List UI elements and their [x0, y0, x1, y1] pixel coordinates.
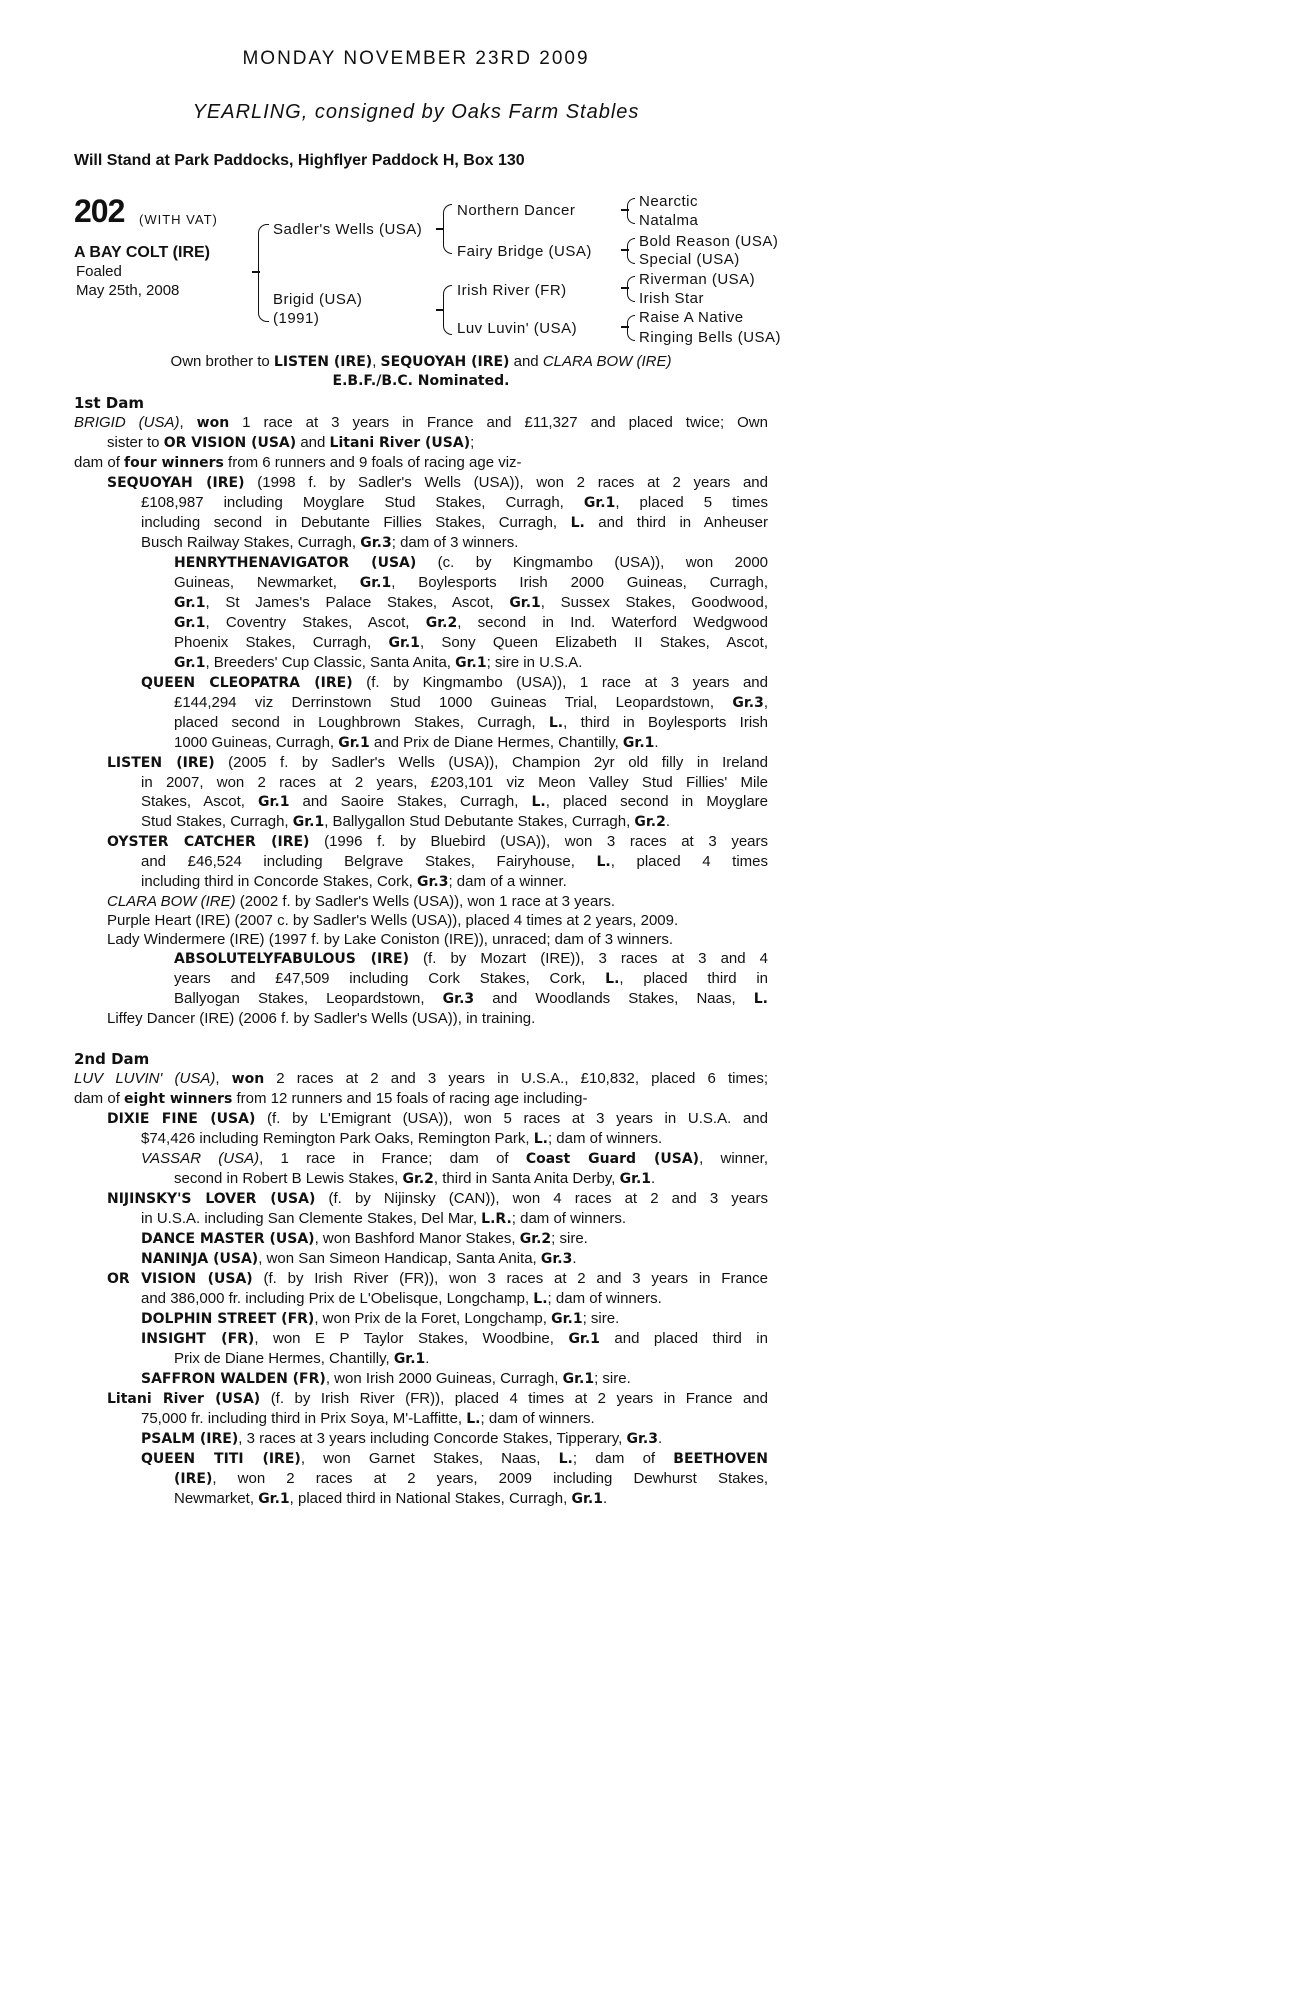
produce-line: Lady Windermere (IRE) (1997 f. by Lake Coniston (IRE)), unraced; dam of 3 winners.: [107, 931, 674, 948]
sire-brace: [443, 204, 452, 254]
produce-line: NIJINSKY'S LOVER (USA) (f. by Nijinsky (CAN)), won 4 races at 2 and 3 years: [107, 1190, 768, 1207]
great-grandparent: Ringing Bells (USA): [639, 329, 782, 346]
foaled-label: Foaled: [76, 263, 122, 280]
g3-brace-tip-2: [621, 249, 629, 251]
produce-line: Purple Heart (IRE) (2007 c. by Sadler's Wells (USA)), placed 4 times at 2 years, 2009.: [107, 912, 679, 929]
produce-line: 1000 Guineas, Curragh, Gr.1 and Prix de Diane Hermes, Chantilly, Gr.1.: [174, 734, 659, 751]
second-dam-heading: 2nd Dam: [74, 1050, 150, 1068]
g3-brace-tip-4: [621, 326, 629, 328]
produce-line: and 386,000 fr. including Prix de L'Obelisque, Longchamp, L.; dam of winners.: [141, 1290, 662, 1307]
produce-line: 75,000 fr. including third in Prix Soya, M'-Laffitte, L.; dam of winners.: [141, 1410, 595, 1427]
g3-brace-1: [627, 198, 635, 224]
produce-line: SAFFRON WALDEN (FR), won Irish 2000 Guineas, Curragh, Gr.1; sire.: [141, 1370, 631, 1387]
produce-line: OYSTER CATCHER (IRE) (1996 f. by Bluebird (USA)), won 3 races at 3 years: [107, 833, 769, 850]
produce-line: second in Robert B Lewis Stakes, Gr.2, third in Santa Anita Derby, Gr.1.: [174, 1170, 656, 1187]
dam-dam: Luv Luvin' (USA): [457, 320, 578, 337]
produce-line: OR VISION (USA) (f. by Irish River (FR)), won 3 races at 2 and 3 years in France: [107, 1270, 768, 1287]
produce-line: including third in Concorde Stakes, Cork, Gr.3; dam of a winner.: [141, 873, 567, 890]
g3-brace-tip-3: [621, 287, 629, 289]
dam-line: BRIGID (USA), won 1 race at 3 years in France and £11,327 and placed twice; Own: [74, 414, 768, 431]
produce-line: PSALM (IRE), 3 races at 3 years including Concorde Stakes, Tipperary, Gr.3.: [141, 1430, 663, 1447]
g3-brace-3: [627, 276, 635, 302]
vat-note: (WITH VAT): [139, 212, 218, 227]
g3-brace-2: [627, 238, 635, 264]
first-dam-heading: 1st Dam: [74, 394, 144, 412]
produce-line: and £46,524 including Belgrave Stakes, Fairyhouse, L., placed 4 times: [141, 853, 768, 870]
lot-name: A BAY COLT (IRE): [74, 244, 211, 261]
produce-line: $74,426 including Remington Park Oaks, Remington Park, L.; dam of winners.: [141, 1130, 663, 1147]
produce-line: Ballyogan Stakes, Leopardstown, Gr.3 and Woodlands Stakes, Naas, L.: [174, 990, 768, 1007]
produce-line: £144,294 viz Derrinstown Stud 1000 Guineas Trial, Leopardstown, Gr.3,: [174, 694, 768, 711]
catalogue-page-body: [74, 352, 768, 1509]
produce-line: QUEEN TITI (IRE), won Garnet Stakes, Naas, L.; dam of BEETHOVEN: [141, 1450, 769, 1467]
produce-line: SEQUOYAH (IRE) (1998 f. by Sadler's Wells (USA)), won 2 races at 2 years and: [107, 474, 768, 491]
produce-line: Prix de Diane Hermes, Chantilly, Gr.1.: [174, 1350, 430, 1367]
produce-line: DANCE MASTER (USA), won Bashford Manor Stakes, Gr.2; sire.: [141, 1230, 588, 1247]
foaled-date: May 25th, 2008: [76, 282, 180, 299]
sire-sire: Northern Dancer: [457, 202, 576, 219]
produce-line: VASSAR (USA), 1 race in France; dam of Coast Guard (USA), winner,: [141, 1150, 769, 1167]
produce-line: £108,987 including Moyglare Stud Stakes, Curragh, Gr.1, placed 5 times: [141, 494, 768, 511]
produce-line: INSIGHT (FR), won E P Taylor Stakes, Woodbine, Gr.1 and placed third in: [141, 1330, 768, 1347]
great-grandparent: Raise A Native: [639, 309, 744, 326]
produce-line: QUEEN CLEOPATRA (IRE) (f. by Kingmambo (USA)), 1 race at 3 years and: [141, 674, 768, 691]
produce-line: including second in Debutante Fillies Stakes, Curragh, L. and third in Anheuser: [141, 514, 768, 531]
dam: Brigid (USA): [273, 291, 363, 308]
dam-brace-tip: [436, 309, 444, 311]
sire-brace-tip: [436, 228, 444, 230]
produce-line: Phoenix Stakes, Curragh, Gr.1, Sony Queen Elizabeth II Stakes, Ascot,: [174, 634, 768, 651]
produce-line: Stud Stakes, Curragh, Gr.1, Ballygallon Stud Debutante Stakes, Curragh, Gr.2.: [141, 813, 671, 830]
produce-line: CLARA BOW (IRE) (2002 f. by Sadler's Wells (USA)), won 1 race at 3 years.: [107, 893, 616, 910]
own-brother-line: Own brother to LISTEN (IRE), SEQUOYAH (IRE) and CLARA BOW (IRE): [170, 353, 672, 370]
dam-line: LUV LUVIN' (USA), won 2 races at 2 and 3 years in U.S.A., £10,832, placed 6 times;: [74, 1070, 768, 1087]
produce-line: in U.S.A. including San Clemente Stakes, Del Mar, L.R.; dam of winners.: [141, 1210, 626, 1227]
stand-location: Will Stand at Park Paddocks, Highflyer Paddock H, Box 130: [74, 152, 525, 169]
produce-line: HENRYTHENAVIGATOR (USA) (c. by Kingmambo (USA)), won 2000: [174, 554, 768, 571]
produce-line: years and £47,509 including Cork Stakes, Cork, L., placed third in: [174, 970, 768, 987]
great-grandparent: Bold Reason (USA): [639, 233, 779, 250]
produce-line: Gr.1, Coventry Stakes, Ascot, Gr.2, second in Ind. Waterford Wedgwood: [174, 614, 768, 631]
dam-line: dam of four winners from 6 runners and 9 foals of racing age viz-: [74, 454, 522, 471]
produce-line: LISTEN (IRE) (2005 f. by Sadler's Wells (USA)), Champion 2yr old filly in Ireland: [107, 754, 768, 771]
great-grandparent: Riverman (USA): [639, 271, 756, 288]
pedigree-brace: [258, 224, 269, 322]
produce-line: DOLPHIN STREET (FR), won Prix de la Foret, Longchamp, Gr.1; sire.: [141, 1310, 620, 1327]
dam-year: (1991): [273, 310, 320, 327]
sale-date: MONDAY NOVEMBER 23RD 2009: [242, 48, 590, 69]
produce-line: in 2007, won 2 races at 2 years, £203,101 viz Meon Valley Stud Fillies' Mile: [141, 774, 768, 791]
consignor-line: YEARLING, consigned by Oaks Farm Stables: [192, 101, 640, 123]
produce-line: NANINJA (USA), won San Simeon Handicap, Santa Anita, Gr.3.: [141, 1250, 577, 1267]
produce-line: Litani River (USA) (f. by Irish River (FR)), placed 4 times at 2 years in France and: [107, 1390, 768, 1407]
produce-line: Busch Railway Stakes, Curragh, Gr.3; dam of 3 winners.: [141, 534, 519, 551]
lot-number: 202: [74, 193, 125, 229]
produce-line: ABSOLUTELYFABULOUS (IRE) (f. by Mozart (IRE)), 3 races at 3 and 4: [174, 950, 768, 967]
produce-line: placed second in Loughbrown Stakes, Curragh, L., third in Boylesports Irish: [174, 714, 768, 731]
sire-dam: Fairy Bridge (USA): [457, 243, 592, 260]
produce-line: DIXIE FINE (USA) (f. by L'Emigrant (USA)), won 5 races at 3 years in U.S.A. and: [107, 1110, 768, 1127]
great-grandparent: Irish Star: [639, 290, 705, 307]
nomination-line: E.B.F./B.C. Nominated.: [332, 373, 510, 389]
produce-line: Gr.1, St James's Palace Stakes, Ascot, Gr.1, Sussex Stakes, Goodwood,: [174, 594, 768, 611]
produce-line: Gr.1, Breeders' Cup Classic, Santa Anita, Gr.1; sire in U.S.A.: [174, 654, 583, 671]
produce-line: Stakes, Ascot, Gr.1 and Saoire Stakes, Curragh, L., placed second in Moyglare: [141, 793, 769, 810]
produce-line: (IRE), won 2 races at 2 years, 2009 including Dewhurst Stakes,: [174, 1470, 768, 1487]
sire: Sadler's Wells (USA): [273, 221, 423, 238]
dam-line: sister to OR VISION (USA) and Litani River (USA);: [107, 434, 475, 451]
produce-line: Guineas, Newmarket, Gr.1, Boylesports Irish 2000 Guineas, Curragh,: [174, 574, 769, 591]
great-grandparent: Nearctic: [639, 193, 699, 210]
great-grandparent: Natalma: [639, 212, 699, 229]
dam-line: dam of eight winners from 12 runners and 15 foals of racing age including-: [74, 1090, 588, 1107]
g3-brace-tip-1: [621, 209, 629, 211]
g3-brace-4: [627, 315, 635, 341]
dam-sire: Irish River (FR): [457, 282, 567, 299]
produce-line: Liffey Dancer (IRE) (2006 f. by Sadler's Wells (USA)), in training.: [107, 1010, 536, 1027]
pedigree-brace-tip: [252, 271, 260, 273]
great-grandparent: Special (USA): [639, 251, 740, 268]
produce-line: Newmarket, Gr.1, placed third in National Stakes, Curragh, Gr.1.: [174, 1490, 608, 1507]
dam-brace: [443, 285, 452, 335]
